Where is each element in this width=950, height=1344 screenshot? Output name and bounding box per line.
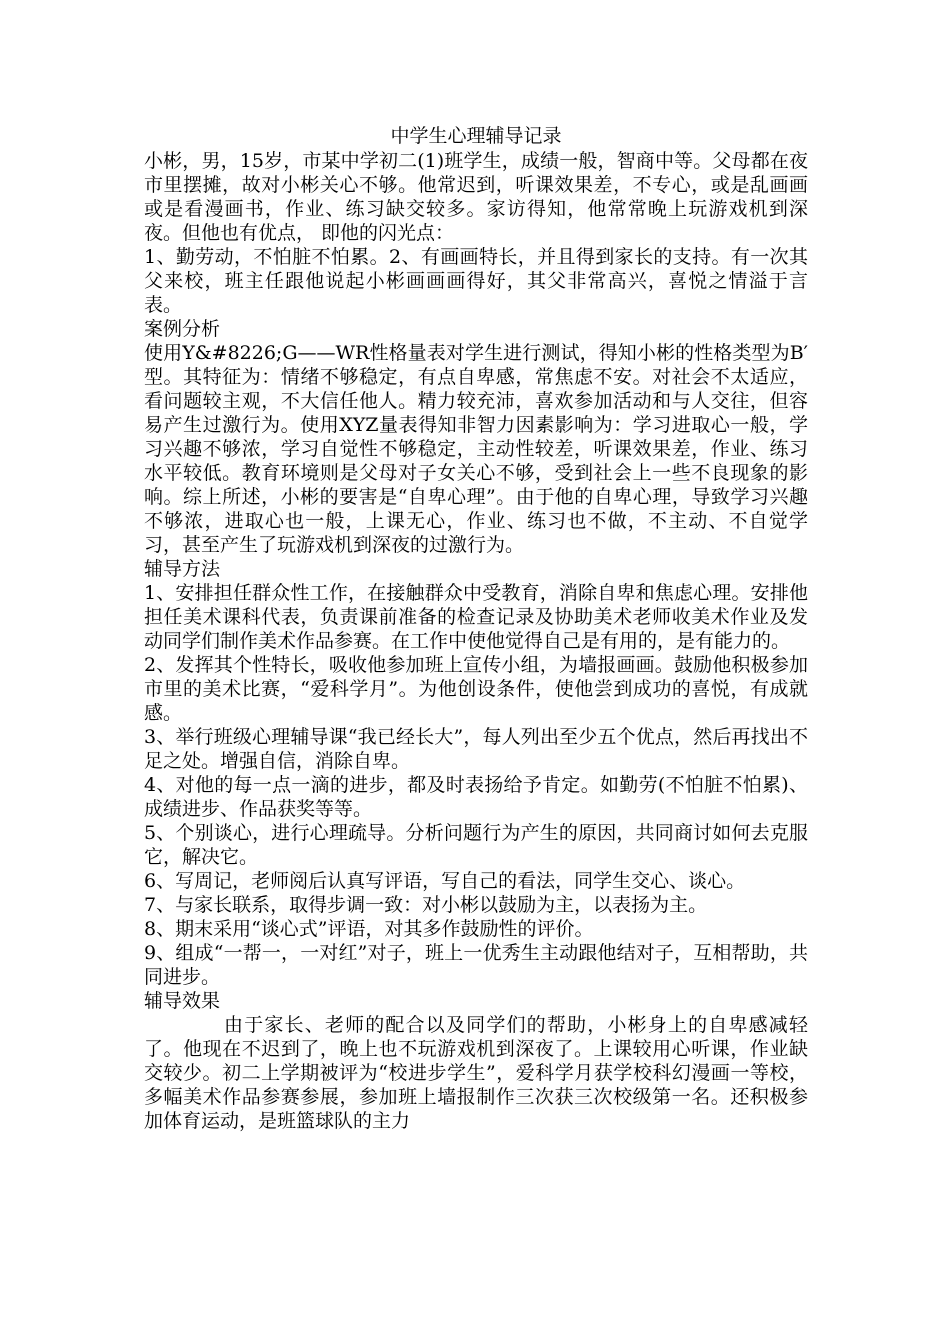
method-item-9: 9、组成“一帮一，一对红”对子，班上一优秀生主动跟他结对子，互相帮助，共同进步。 bbox=[144, 942, 808, 988]
method-item-6: 6、写周记，老师阅后认真写评语，写自己的看法，同学生交心、谈心。 bbox=[144, 870, 746, 892]
intro-paragraph-2: 1、勤劳动，不怕脏不怕累。2、有画画特长，并且得到家长的支持。有一次其父来校，班主任跟他说起小彬画画画得好，其父非常高兴，喜悦之情溢于言表。 bbox=[144, 246, 808, 316]
document-page bbox=[144, 123, 808, 1133]
document-title: 中学生心理辅导记录 bbox=[390, 125, 562, 147]
method-item-1: 1、安排担任群众性工作，在接触群众中受教育，消除自卑和焦虑心理。安排他担任美术课科代表，负责课前准备的检查记录及协助美术老师收美术作业及发动同学们制作美术作品参赛。在工作中使他觉得自己是有用的，是有能力的。 bbox=[144, 582, 808, 652]
intro-paragraph-1: 小彬，男，15岁，市某中学初二(1)班学生，成绩一般，智商中等。父母都在夜市里摆摊，故对小彬关心不够。他常迟到，听课效果差，不专心，或是乱画画或是看漫画书，作业、练习缺交较多。家访得知，他常常晚上玩游戏机到深夜。但他也有优点， 即他的闪光点： bbox=[144, 150, 808, 244]
method-item-7: 7、与家长联系，取得步调一致：对小彬以鼓励为主，以表扬为主。 bbox=[144, 894, 708, 916]
method-item-3: 3、举行班级心理辅导课“我已经长大”，每人列出至少五个优点，然后再找出不足之处。增强自信，消除自卑。 bbox=[144, 726, 808, 772]
method-item-8: 8、期末采用“谈心式”评语，对其多作鼓励性的评价。 bbox=[144, 918, 594, 940]
effect-heading: 辅导效果 bbox=[144, 990, 221, 1012]
method-item-4: 4、对他的每一点一滴的进步，都及时表扬给予肯定。如勤劳(不怕脏不怕累)、成绩进步、作品获奖等等。 bbox=[144, 774, 808, 820]
analysis-paragraph: 使用Y&#8226;G——WR性格量表对学生进行测试，得知小彬的性格类型为B′型。其特征为：情绪不够稳定，有点自卑感，常焦虑不安。对社会不太适应，看问题较主观，不大信任他人。精力较充沛，喜欢参加活动和与人交往，但容易产生过激行为。使用XYZ量表得知非智力因素影响为：学习进取心一般，学习兴趣不够浓，学习自觉性不够稳定，主动性较差，听课效果差，作业、练习水平较低。教育环境则是父母对子女关心不够，受到社会上一些不良现象的影响。综上所述，小彬的要害是“自卑心理”。由于他的自卑心理，导致学习兴趣不够浓，进取心也一般，上课无心，作业、练习也不做，不主动、不自觉学习，甚至产生了玩游戏机到深夜的过激行为。 bbox=[144, 342, 808, 556]
methods-heading: 辅导方法 bbox=[144, 558, 221, 580]
effect-paragraph: 由于家长、老师的配合以及同学们的帮助，小彬身上的自卑感减轻了。他现在不迟到了，晚上也不玩游戏机到深夜了。上课较用心听课，作业缺交较少。初二上学期被评为“校进步学生”，爱科学月获学校科幻漫画一等校，多幅美术作品参赛参展，参加班上墙报制作三次获三次校级第一名。还积极参加体育运动，是班篮球队的主力 bbox=[144, 1014, 808, 1132]
analysis-heading: 案例分析 bbox=[144, 318, 221, 340]
method-item-2: 2、发挥其个性特长，吸收他参加班上宣传小组，为墙报画画。鼓励他积极参加市里的美术比赛，“爱科学月”。为他创设条件，使他尝到成功的喜悦，有成就感。 bbox=[144, 654, 808, 724]
method-item-5: 5、个别谈心，进行心理疏导。分析问题行为产生的原因，共同商讨如何去克服它，解决它。 bbox=[144, 822, 808, 868]
